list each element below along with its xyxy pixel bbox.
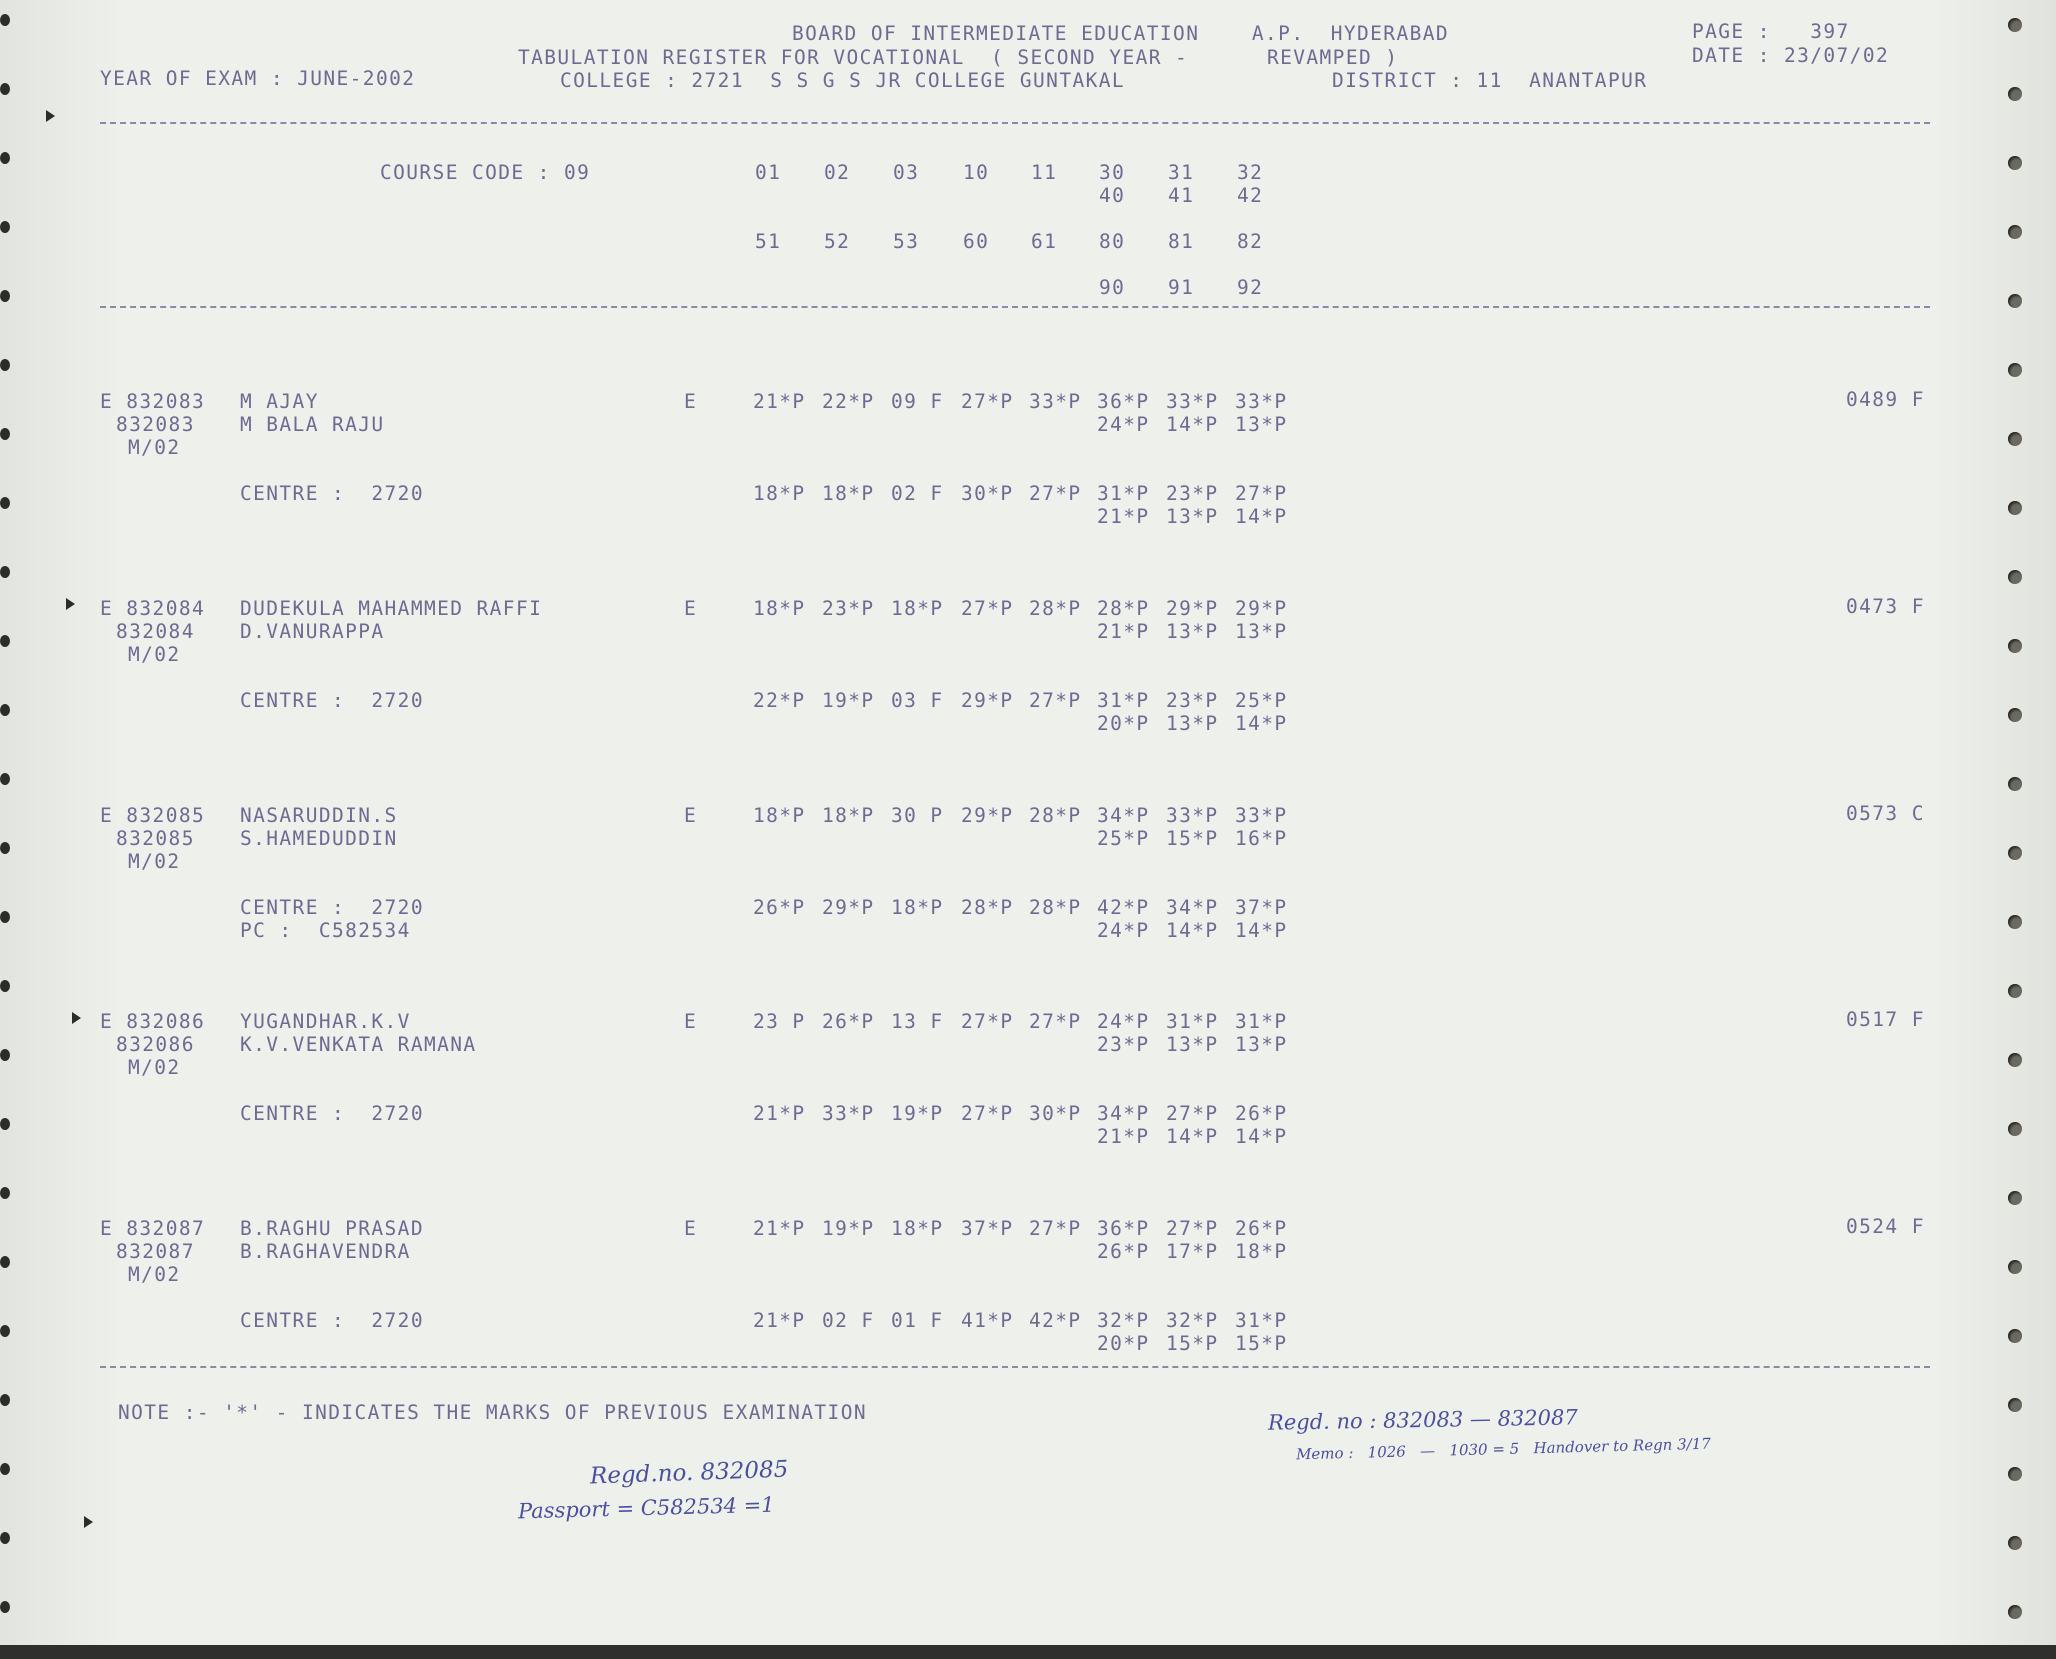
mark-cell: 28*P [1097,597,1150,620]
mark-cell: 28*P [1029,896,1082,919]
hall-ticket-number: E 832085 [100,804,206,827]
mark-cell: 14*P [1166,919,1219,942]
subject-code: 82 [1237,230,1264,253]
registration-number: 832087 [116,1240,195,1263]
mark-cell: 36*P [1097,390,1150,413]
pc-number: PC : C582534 [240,919,411,942]
print-date: DATE : 23/07/02 [1692,44,1890,67]
mark-cell: 30*P [1029,1102,1082,1125]
mark-cell: 21*P [1097,620,1150,643]
registration-number: 832085 [116,827,195,850]
total-result: 0473 F [1846,595,1925,618]
feed-hole [0,1118,10,1130]
subject-code: 80 [1099,230,1126,253]
mark-cell: 26*P [1097,1240,1150,1263]
mark-cell: 22*P [753,689,806,712]
father-name: K.V.VENKATA RAMANA [240,1033,477,1056]
mark-cell: 27*P [1029,1217,1082,1240]
mark-cell: 24*P [1097,919,1150,942]
subject-code: 41 [1168,184,1195,207]
board-title: BOARD OF INTERMEDIATE EDUCATION A.P. HYDERABAD [792,22,1449,45]
mark-cell: 25*P [1097,827,1150,850]
mark-cell: 18*P [891,1217,944,1240]
mark-cell: 34*P [1166,896,1219,919]
total-result: 0489 F [1846,388,1925,411]
mark-cell: 29*P [1166,597,1219,620]
mark-cell: 09 F [891,390,944,413]
centre-code: CENTRE : 2720 [240,1102,424,1125]
feed-hole [0,497,10,509]
mark-cell: 21*P [1097,1125,1150,1148]
handwritten-passport: Passport = C582534 =1 [517,1492,775,1524]
mark-cell: 34*P [1097,1102,1150,1125]
centre-code: CENTRE : 2720 [240,1309,424,1332]
mark-cell: 26*P [753,896,806,919]
mark-cell: 25*P [1235,689,1288,712]
mark-cell: 18*P [753,804,806,827]
header-rule [100,122,1930,124]
handwritten-regd-range: Regd. no : 832083 — 832087 [1267,1405,1578,1435]
feed-hole [2008,1605,2022,1619]
registration-number: 832083 [116,413,195,436]
mark-cell: 19*P [891,1102,944,1125]
candidate-name: NASARUDDIN.S [240,804,398,827]
feed-hole [2008,363,2022,377]
feed-hole [2008,18,2022,32]
margin-mark [72,1012,81,1024]
mark-cell: 23 P [753,1010,806,1033]
register-title: TABULATION REGISTER FOR VOCATIONAL ( SECOND YEAR - REVAMPED ) [518,46,1399,69]
mark-cell: 13*P [1235,413,1288,436]
district-line: DISTRICT : 11 ANANTAPUR [1332,69,1648,92]
feed-hole [0,1049,10,1061]
subject-code: 10 [963,161,990,184]
mark-cell: 13*P [1166,712,1219,735]
tractor-feed-holes-left [0,0,20,1645]
total-result: 0524 F [1846,1215,1925,1238]
hall-ticket-number: E 832084 [100,597,206,620]
total-result: 0517 F [1846,1008,1925,1031]
college-line: COLLEGE : 2721 S S G S JR COLLEGE GUNTAKAL [560,69,1126,92]
subject-code: 61 [1031,230,1058,253]
subject-code: 42 [1237,184,1264,207]
mark-cell: 13*P [1166,1033,1219,1056]
feed-hole [0,704,10,716]
hall-ticket-number: E 832087 [100,1217,206,1240]
candidate-name: M AJAY [240,390,319,413]
mark-cell: 20*P [1097,1332,1150,1355]
mark-cell: 27*P [1029,1010,1082,1033]
mark-cell: 31*P [1097,689,1150,712]
mark-cell: 33*P [1166,390,1219,413]
feed-hole [2008,294,2022,308]
group-code: M/02 [128,1263,181,1286]
feed-hole [2008,1329,2022,1343]
total-result: 0573 C [1846,802,1925,825]
mark-cell: 30*P [961,482,1014,505]
hall-ticket-number: E 832083 [100,390,206,413]
mark-cell: 32*P [1097,1309,1150,1332]
feed-hole [0,290,10,302]
feed-hole [0,773,10,785]
mark-cell: 20*P [1097,712,1150,735]
feed-hole [0,359,10,371]
centre-code: CENTRE : 2720 [240,896,424,919]
subject-code: 91 [1168,276,1195,299]
hall-ticket-number: E 832086 [100,1010,206,1033]
mark-cell: 42*P [1097,896,1150,919]
margin-mark [46,110,55,122]
mark-cell: 13*P [1166,505,1219,528]
feed-hole [2008,846,2022,860]
mark-cell: 14*P [1235,505,1288,528]
mark-cell: 21*P [753,1309,806,1332]
mark-cell: 14*P [1166,413,1219,436]
mark-cell: 15*P [1235,1332,1288,1355]
feed-hole [2008,1467,2022,1481]
feed-hole [2008,501,2022,515]
feed-hole [0,428,10,440]
page-number: PAGE : 397 [1692,20,1850,43]
mark-cell: 24*P [1097,1010,1150,1033]
registration-number: 832086 [116,1033,195,1056]
feed-hole [0,1256,10,1268]
subject-code: 60 [963,230,990,253]
feed-hole [2008,225,2022,239]
feed-hole [2008,1260,2022,1274]
mark-cell: 21*P [753,390,806,413]
mark-cell: 27*P [961,1010,1014,1033]
mark-cell: 01 F [891,1309,944,1332]
feed-hole [2008,1191,2022,1205]
note-line: NOTE :- '*' - INDICATES THE MARKS OF PREVIOUS EXAMINATION [118,1401,867,1424]
margin-mark [66,598,75,610]
mark-cell: 24*P [1097,413,1150,436]
candidate-name: B.RAGHU PRASAD [240,1217,424,1240]
feed-hole [0,1394,10,1406]
centre-code: CENTRE : 2720 [240,689,424,712]
mark-cell: 18*P [822,482,875,505]
mark-cell: 23*P [1097,1033,1150,1056]
feed-hole [2008,87,2022,101]
mark-cell: 30 P [891,804,944,827]
mark-cell: 18*P [753,597,806,620]
mark-cell: 27*P [1029,482,1082,505]
mark-cell: 27*P [961,597,1014,620]
father-name: S.HAMEDUDDIN [240,827,398,850]
mark-cell: 02 F [822,1309,875,1332]
feed-hole [0,635,10,647]
candidate-name: YUGANDHAR.K.V [240,1010,411,1033]
mark-cell: 31*P [1235,1010,1288,1033]
mark-cell: 21*P [753,1102,806,1125]
group-code: M/02 [128,1056,181,1079]
registration-number: 832084 [116,620,195,643]
margin-mark [84,1516,93,1528]
mark-cell: 26*P [822,1010,875,1033]
course-rule [100,306,1930,308]
feed-hole [0,566,10,578]
mark-cell: 32*P [1166,1309,1219,1332]
mark-cell: 28*P [961,896,1014,919]
subject-code: 52 [824,230,851,253]
mark-cell: 21*P [753,1217,806,1240]
feed-hole [2008,708,2022,722]
feed-hole [2008,984,2022,998]
mark-cell: 31*P [1235,1309,1288,1332]
mark-cell: 15*P [1166,827,1219,850]
subject-code: 40 [1099,184,1126,207]
father-name: B.RAGHAVENDRA [240,1240,411,1263]
feed-hole [2008,915,2022,929]
course-code: COURSE CODE : 09 [380,161,591,184]
candidate-name: DUDEKULA MAHAMMED RAFFI [240,597,543,620]
mark-cell: 14*P [1166,1125,1219,1148]
mark-cell: 34*P [1097,804,1150,827]
footer-rule [100,1366,1930,1368]
medium-code: E [684,597,698,620]
mark-cell: 16*P [1235,827,1288,850]
handwritten-memo-range: Memo : 1026 — 1030 = 5 Handover to Regn 3/17 [1295,1434,1712,1464]
mark-cell: 18*P [1235,1240,1288,1263]
mark-cell: 22*P [822,390,875,413]
mark-cell: 33*P [822,1102,875,1125]
feed-hole [0,1187,10,1199]
father-name: D.VANURAPPA [240,620,385,643]
mark-cell: 27*P [1235,482,1288,505]
tractor-feed-holes-right [2000,0,2020,1645]
feed-hole [0,152,10,164]
mark-cell: 19*P [822,1217,875,1240]
feed-hole [0,911,10,923]
subject-code: 03 [893,161,920,184]
mark-cell: 27*P [1166,1102,1219,1125]
mark-cell: 23*P [1166,482,1219,505]
subject-code: 51 [755,230,782,253]
mark-cell: 31*P [1166,1010,1219,1033]
mark-cell: 17*P [1166,1240,1219,1263]
mark-cell: 26*P [1235,1217,1288,1240]
mark-cell: 19*P [822,689,875,712]
feed-hole [0,1601,10,1613]
medium-code: E [684,390,698,413]
handwritten-regd-single: Regd.no. 832085 [589,1456,789,1490]
mark-cell: 28*P [1029,804,1082,827]
subject-code: 53 [893,230,920,253]
subject-code: 90 [1099,276,1126,299]
feed-hole [2008,777,2022,791]
mark-cell: 33*P [1166,804,1219,827]
mark-cell: 29*P [822,896,875,919]
feed-hole [0,221,10,233]
feed-hole [2008,156,2022,170]
mark-cell: 03 F [891,689,944,712]
mark-cell: 18*P [822,804,875,827]
year-of-exam: YEAR OF EXAM : JUNE-2002 [100,67,416,90]
feed-hole [2008,1536,2022,1550]
subject-code: 32 [1237,161,1264,184]
medium-code: E [684,1217,698,1240]
feed-hole [0,980,10,992]
mark-cell: 29*P [1235,597,1288,620]
mark-cell: 27*P [961,390,1014,413]
feed-hole [0,1532,10,1544]
mark-cell: 41*P [961,1309,1014,1332]
mark-cell: 13*P [1235,620,1288,643]
subject-code: 31 [1168,161,1195,184]
mark-cell: 14*P [1235,919,1288,942]
mark-cell: 33*P [1235,804,1288,827]
mark-cell: 37*P [961,1217,1014,1240]
subject-code: 81 [1168,230,1195,253]
feed-hole [0,1463,10,1475]
group-code: M/02 [128,850,181,873]
subject-code: 11 [1031,161,1058,184]
scanner-bed-edge [0,1645,2056,1659]
mark-cell: 27*P [1166,1217,1219,1240]
mark-cell: 29*P [961,689,1014,712]
mark-cell: 36*P [1097,1217,1150,1240]
mark-cell: 31*P [1097,482,1150,505]
mark-cell: 29*P [961,804,1014,827]
subject-code: 92 [1237,276,1264,299]
mark-cell: 18*P [891,896,944,919]
group-code: M/02 [128,643,181,666]
feed-hole [2008,1398,2022,1412]
subject-code: 01 [755,161,782,184]
mark-cell: 23*P [822,597,875,620]
mark-cell: 37*P [1235,896,1288,919]
mark-cell: 14*P [1235,712,1288,735]
mark-cell: 13*P [1235,1033,1288,1056]
subject-code: 30 [1099,161,1126,184]
feed-hole [0,1325,10,1337]
mark-cell: 42*P [1029,1309,1082,1332]
mark-cell: 14*P [1235,1125,1288,1148]
mark-cell: 18*P [891,597,944,620]
mark-cell: 33*P [1235,390,1288,413]
feed-hole [0,83,10,95]
medium-code: E [684,804,698,827]
mark-cell: 26*P [1235,1102,1288,1125]
medium-code: E [684,1010,698,1033]
subject-code: 02 [824,161,851,184]
feed-hole [2008,1122,2022,1136]
feed-hole [2008,570,2022,584]
feed-hole [0,14,10,26]
mark-cell: 18*P [753,482,806,505]
feed-hole [2008,1053,2022,1067]
mark-cell: 27*P [961,1102,1014,1125]
mark-cell: 23*P [1166,689,1219,712]
feed-hole [0,842,10,854]
mark-cell: 33*P [1029,390,1082,413]
mark-cell: 13*P [1166,620,1219,643]
mark-cell: 02 F [891,482,944,505]
mark-cell: 15*P [1166,1332,1219,1355]
feed-hole [2008,639,2022,653]
mark-cell: 13 F [891,1010,944,1033]
mark-cell: 27*P [1029,689,1082,712]
mark-cell: 28*P [1029,597,1082,620]
group-code: M/02 [128,436,181,459]
feed-hole [2008,432,2022,446]
mark-cell: 21*P [1097,505,1150,528]
father-name: M BALA RAJU [240,413,385,436]
centre-code: CENTRE : 2720 [240,482,424,505]
